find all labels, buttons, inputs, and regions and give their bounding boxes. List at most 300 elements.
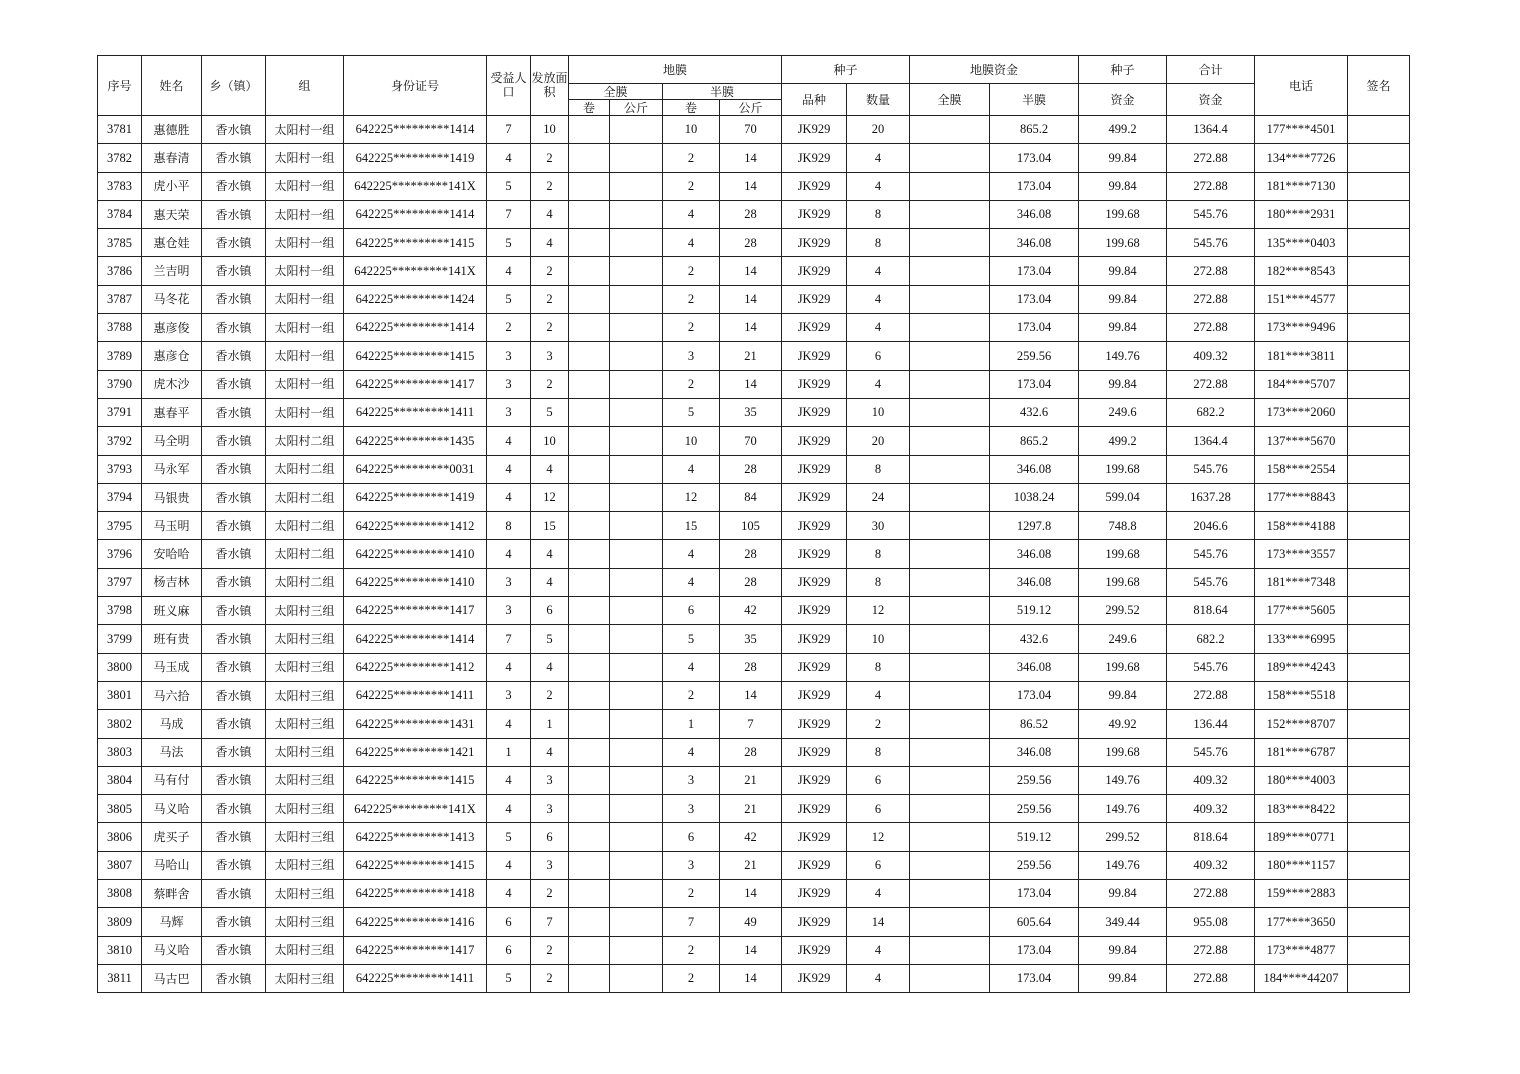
name-cell: 马六拾: [142, 681, 202, 709]
name-cell: 马有付: [142, 766, 202, 794]
town-cell: 香水镇: [202, 710, 266, 738]
fund-half-cell: 346.08: [990, 540, 1079, 568]
phone-cell: 184****44207: [1255, 964, 1348, 992]
half-roll-cell: 15: [663, 512, 720, 540]
half-roll-cell: 10: [663, 116, 720, 144]
header-total-top: 合计: [1167, 56, 1255, 84]
header-half-kg: 公斤: [720, 100, 782, 116]
signature-cell[interactable]: [1348, 653, 1410, 681]
half-roll-cell: 2: [663, 370, 720, 398]
phone-cell: 181****6787: [1255, 738, 1348, 766]
table-row: [98, 964, 1410, 992]
signature-cell[interactable]: [1348, 880, 1410, 908]
fund-full-cell: [910, 257, 990, 285]
seq-cell: 3804: [98, 766, 142, 794]
seed-fund-cell: 99.84: [1079, 257, 1167, 285]
beneficiaries-cell: 4: [487, 257, 531, 285]
signature-cell[interactable]: [1348, 568, 1410, 596]
half-kg-cell: 14: [720, 257, 782, 285]
header-seed: 种子: [782, 56, 910, 84]
phone-cell: 158****2554: [1255, 455, 1348, 483]
id-number-cell: 642225*********1418: [344, 880, 487, 908]
quantity-cell: 4: [847, 285, 910, 313]
group-cell: 太阳村三组: [266, 738, 344, 766]
group-cell: 太阳村一组: [266, 229, 344, 257]
beneficiaries-cell: 4: [487, 710, 531, 738]
seed-fund-cell: 748.8: [1079, 512, 1167, 540]
phone-cell: 177****4501: [1255, 116, 1348, 144]
seq-cell: 3796: [98, 540, 142, 568]
id-number-cell: 642225*********1419: [344, 483, 487, 511]
seed-fund-cell: 199.68: [1079, 568, 1167, 596]
table-row: [98, 710, 1410, 738]
town-cell: 香水镇: [202, 370, 266, 398]
variety-cell: JK929: [782, 512, 847, 540]
full-roll-cell: [569, 314, 610, 342]
town-cell: 香水镇: [202, 200, 266, 228]
signature-cell[interactable]: [1348, 285, 1410, 313]
group-cell: 太阳村三组: [266, 880, 344, 908]
seed-fund-cell: 99.84: [1079, 285, 1167, 313]
beneficiaries-cell: 5: [487, 229, 531, 257]
seq-cell: 3805: [98, 795, 142, 823]
fund-half-cell: 173.04: [990, 880, 1079, 908]
id-number-cell: 642225*********141X: [344, 795, 487, 823]
seq-cell: 3786: [98, 257, 142, 285]
fund-full-cell: [910, 342, 990, 370]
signature-cell[interactable]: [1348, 681, 1410, 709]
group-cell: 太阳村三组: [266, 823, 344, 851]
half-kg-cell: 42: [720, 597, 782, 625]
half-roll-cell: 2: [663, 144, 720, 172]
group-cell: 太阳村三组: [266, 710, 344, 738]
signature-cell[interactable]: [1348, 144, 1410, 172]
seq-cell: 3792: [98, 427, 142, 455]
signature-cell[interactable]: [1348, 455, 1410, 483]
id-number-cell: 642225*********1414: [344, 116, 487, 144]
name-cell: 马玉明: [142, 512, 202, 540]
full-kg-cell: [610, 766, 663, 794]
half-kg-cell: 84: [720, 483, 782, 511]
header-fund-full: 全膜: [910, 84, 990, 116]
beneficiaries-cell: 6: [487, 908, 531, 936]
area-cell: 2: [531, 257, 569, 285]
variety-cell: JK929: [782, 314, 847, 342]
group-cell: 太阳村三组: [266, 681, 344, 709]
name-cell: 杨吉林: [142, 568, 202, 596]
id-number-cell: 642225*********1424: [344, 285, 487, 313]
full-kg-cell: [610, 795, 663, 823]
signature-cell[interactable]: [1348, 738, 1410, 766]
group-cell: 太阳村一组: [266, 200, 344, 228]
phone-cell: 189****0771: [1255, 823, 1348, 851]
full-roll-cell: [569, 229, 610, 257]
half-kg-cell: 28: [720, 455, 782, 483]
variety-cell: JK929: [782, 653, 847, 681]
signature-cell[interactable]: [1348, 597, 1410, 625]
table-row: [98, 116, 1410, 144]
fund-full-cell: [910, 229, 990, 257]
beneficiaries-cell: 7: [487, 200, 531, 228]
id-number-cell: 642225*********0031: [344, 455, 487, 483]
group-cell: 太阳村一组: [266, 144, 344, 172]
half-roll-cell: 2: [663, 172, 720, 200]
town-cell: 香水镇: [202, 851, 266, 879]
signature-cell[interactable]: [1348, 229, 1410, 257]
seq-cell: 3797: [98, 568, 142, 596]
signature-cell[interactable]: [1348, 116, 1410, 144]
fund-full-cell: [910, 795, 990, 823]
table-row: [98, 370, 1410, 398]
beneficiaries-cell: 7: [487, 625, 531, 653]
header-phone: 电话: [1255, 56, 1348, 116]
full-roll-cell: [569, 483, 610, 511]
table-row: [98, 229, 1410, 257]
full-roll-cell: [569, 455, 610, 483]
group-cell: 太阳村二组: [266, 427, 344, 455]
town-cell: 香水镇: [202, 144, 266, 172]
town-cell: 香水镇: [202, 795, 266, 823]
seq-cell: 3790: [98, 370, 142, 398]
name-cell: 惠春清: [142, 144, 202, 172]
signature-cell[interactable]: [1348, 908, 1410, 936]
signature-cell[interactable]: [1348, 795, 1410, 823]
header-seed-fund-top: 种子: [1079, 56, 1167, 84]
full-roll-cell: [569, 625, 610, 653]
town-cell: 香水镇: [202, 738, 266, 766]
name-cell: 马义哈: [142, 936, 202, 964]
fund-half-cell: 173.04: [990, 936, 1079, 964]
signature-cell[interactable]: [1348, 427, 1410, 455]
fund-half-cell: 173.04: [990, 144, 1079, 172]
seq-cell: 3788: [98, 314, 142, 342]
fund-full-cell: [910, 200, 990, 228]
table-row: [98, 314, 1410, 342]
fund-half-cell: 86.52: [990, 710, 1079, 738]
seed-fund-cell: 99.84: [1079, 144, 1167, 172]
variety-cell: JK929: [782, 936, 847, 964]
id-number-cell: 642225*********141X: [344, 257, 487, 285]
table-row: [98, 200, 1410, 228]
quantity-cell: 10: [847, 625, 910, 653]
phone-cell: 181****3811: [1255, 342, 1348, 370]
half-kg-cell: 28: [720, 540, 782, 568]
signature-cell[interactable]: [1348, 851, 1410, 879]
area-cell: 3: [531, 342, 569, 370]
town-cell: 香水镇: [202, 512, 266, 540]
area-cell: 2: [531, 936, 569, 964]
full-roll-cell: [569, 738, 610, 766]
group-cell: 太阳村三组: [266, 597, 344, 625]
signature-cell[interactable]: [1348, 766, 1410, 794]
seq-cell: 3794: [98, 483, 142, 511]
total-cell: 1637.28: [1167, 483, 1255, 511]
group-cell: 太阳村二组: [266, 568, 344, 596]
town-cell: 香水镇: [202, 625, 266, 653]
half-roll-cell: 5: [663, 625, 720, 653]
quantity-cell: 8: [847, 540, 910, 568]
fund-half-cell: 173.04: [990, 314, 1079, 342]
name-cell: 马古巴: [142, 964, 202, 992]
variety-cell: JK929: [782, 880, 847, 908]
full-roll-cell: [569, 144, 610, 172]
area-cell: 4: [531, 653, 569, 681]
fund-half-cell: 259.56: [990, 766, 1079, 794]
group-cell: 太阳村二组: [266, 483, 344, 511]
full-kg-cell: [610, 851, 663, 879]
header-signature: 签名: [1348, 56, 1410, 116]
half-kg-cell: 21: [720, 766, 782, 794]
id-number-cell: 642225*********1414: [344, 200, 487, 228]
quantity-cell: 14: [847, 908, 910, 936]
full-roll-cell: [569, 370, 610, 398]
beneficiaries-cell: 3: [487, 681, 531, 709]
signature-cell[interactable]: [1348, 625, 1410, 653]
header-quantity: 数量: [847, 84, 910, 116]
table-row: [98, 285, 1410, 313]
full-roll-cell: [569, 795, 610, 823]
fund-half-cell: 346.08: [990, 653, 1079, 681]
phone-cell: 173****9496: [1255, 314, 1348, 342]
seed-fund-cell: 149.76: [1079, 342, 1167, 370]
header-area: 发放面积: [531, 56, 569, 116]
quantity-cell: 4: [847, 314, 910, 342]
half-roll-cell: 2: [663, 936, 720, 964]
town-cell: 香水镇: [202, 653, 266, 681]
quantity-cell: 8: [847, 229, 910, 257]
fund-full-cell: [910, 597, 990, 625]
town-cell: 香水镇: [202, 880, 266, 908]
phone-cell: 180****1157: [1255, 851, 1348, 879]
seed-fund-cell: 99.84: [1079, 964, 1167, 992]
beneficiaries-cell: 4: [487, 766, 531, 794]
phone-cell: 158****5518: [1255, 681, 1348, 709]
fund-half-cell: 432.6: [990, 398, 1079, 426]
area-cell: 7: [531, 908, 569, 936]
area-cell: 3: [531, 851, 569, 879]
variety-cell: JK929: [782, 200, 847, 228]
total-cell: 272.88: [1167, 964, 1255, 992]
half-roll-cell: 7: [663, 908, 720, 936]
signature-cell[interactable]: [1348, 936, 1410, 964]
area-cell: 2: [531, 370, 569, 398]
table-row: [98, 172, 1410, 200]
phone-cell: 177****3650: [1255, 908, 1348, 936]
quantity-cell: 24: [847, 483, 910, 511]
total-cell: 545.76: [1167, 568, 1255, 596]
table-row: [98, 795, 1410, 823]
full-kg-cell: [610, 738, 663, 766]
half-roll-cell: 4: [663, 653, 720, 681]
signature-cell[interactable]: [1348, 823, 1410, 851]
fund-full-cell: [910, 144, 990, 172]
fund-half-cell: 605.64: [990, 908, 1079, 936]
group-cell: 太阳村三组: [266, 795, 344, 823]
fund-half-cell: 1038.24: [990, 483, 1079, 511]
id-number-cell: 642225*********1412: [344, 653, 487, 681]
seq-cell: 3807: [98, 851, 142, 879]
full-roll-cell: [569, 257, 610, 285]
seed-fund-cell: 599.04: [1079, 483, 1167, 511]
total-cell: 955.08: [1167, 908, 1255, 936]
id-number-cell: 642225*********1411: [344, 681, 487, 709]
fund-full-cell: [910, 936, 990, 964]
table-row: [98, 653, 1410, 681]
group-cell: 太阳村二组: [266, 540, 344, 568]
quantity-cell: 4: [847, 370, 910, 398]
beneficiaries-cell: 4: [487, 851, 531, 879]
header-full-mulch: 全膜: [569, 84, 663, 100]
total-cell: 545.76: [1167, 653, 1255, 681]
fund-full-cell: [910, 512, 990, 540]
half-kg-cell: 21: [720, 795, 782, 823]
variety-cell: JK929: [782, 681, 847, 709]
area-cell: 2: [531, 880, 569, 908]
signature-cell[interactable]: [1348, 398, 1410, 426]
fund-full-cell: [910, 116, 990, 144]
phone-cell: 181****7348: [1255, 568, 1348, 596]
id-number-cell: 642225*********1415: [344, 766, 487, 794]
fund-half-cell: 173.04: [990, 370, 1079, 398]
beneficiaries-cell: 4: [487, 795, 531, 823]
seq-cell: 3809: [98, 908, 142, 936]
table-row: [98, 568, 1410, 596]
full-roll-cell: [569, 681, 610, 709]
signature-cell[interactable]: [1348, 710, 1410, 738]
id-number-cell: 642225*********1417: [344, 370, 487, 398]
signature-cell[interactable]: [1348, 342, 1410, 370]
full-roll-cell: [569, 880, 610, 908]
full-kg-cell: [610, 257, 663, 285]
half-kg-cell: 14: [720, 964, 782, 992]
id-number-cell: 642225*********1415: [344, 342, 487, 370]
area-cell: 4: [531, 568, 569, 596]
area-cell: 1: [531, 710, 569, 738]
id-number-cell: 642225*********1415: [344, 851, 487, 879]
phone-cell: 183****8422: [1255, 795, 1348, 823]
id-number-cell: 642225*********1417: [344, 597, 487, 625]
signature-cell[interactable]: [1348, 257, 1410, 285]
header-mulch-fund: 地膜资金: [910, 56, 1079, 84]
name-cell: 蔡畔舍: [142, 880, 202, 908]
phone-cell: 159****2883: [1255, 880, 1348, 908]
half-kg-cell: 35: [720, 398, 782, 426]
group-cell: 太阳村三组: [266, 936, 344, 964]
fund-half-cell: 346.08: [990, 568, 1079, 596]
seq-cell: 3793: [98, 455, 142, 483]
seed-fund-cell: 199.68: [1079, 455, 1167, 483]
id-number-cell: 642225*********1416: [344, 908, 487, 936]
signature-cell[interactable]: [1348, 964, 1410, 992]
variety-cell: JK929: [782, 427, 847, 455]
signature-cell[interactable]: [1348, 200, 1410, 228]
signature-cell[interactable]: [1348, 314, 1410, 342]
fund-half-cell: 259.56: [990, 795, 1079, 823]
fund-half-cell: 865.2: [990, 116, 1079, 144]
id-number-cell: 642225*********1414: [344, 625, 487, 653]
total-cell: 409.32: [1167, 851, 1255, 879]
phone-cell: 173****2060: [1255, 398, 1348, 426]
town-cell: 香水镇: [202, 483, 266, 511]
variety-cell: JK929: [782, 766, 847, 794]
area-cell: 12: [531, 483, 569, 511]
table-row: [98, 597, 1410, 625]
town-cell: 香水镇: [202, 908, 266, 936]
signature-cell[interactable]: [1348, 172, 1410, 200]
total-cell: 136.44: [1167, 710, 1255, 738]
signature-cell[interactable]: [1348, 483, 1410, 511]
signature-cell[interactable]: [1348, 370, 1410, 398]
seq-cell: 3784: [98, 200, 142, 228]
phone-cell: 184****5707: [1255, 370, 1348, 398]
fund-half-cell: 173.04: [990, 964, 1079, 992]
seed-fund-cell: 99.84: [1079, 172, 1167, 200]
phone-cell: 158****4188: [1255, 512, 1348, 540]
full-roll-cell: [569, 200, 610, 228]
half-kg-cell: 21: [720, 342, 782, 370]
half-kg-cell: 14: [720, 370, 782, 398]
beneficiaries-cell: 4: [487, 427, 531, 455]
quantity-cell: 4: [847, 144, 910, 172]
town-cell: 香水镇: [202, 229, 266, 257]
name-cell: 惠天荣: [142, 200, 202, 228]
quantity-cell: 8: [847, 455, 910, 483]
table-row: [98, 144, 1410, 172]
quantity-cell: 4: [847, 880, 910, 908]
group-cell: 太阳村一组: [266, 116, 344, 144]
table-row: [98, 342, 1410, 370]
half-roll-cell: 6: [663, 823, 720, 851]
fund-full-cell: [910, 851, 990, 879]
phone-cell: 189****4243: [1255, 653, 1348, 681]
full-kg-cell: [610, 172, 663, 200]
signature-cell[interactable]: [1348, 540, 1410, 568]
id-number-cell: 642225*********1421: [344, 738, 487, 766]
full-roll-cell: [569, 172, 610, 200]
name-cell: 马法: [142, 738, 202, 766]
signature-cell[interactable]: [1348, 512, 1410, 540]
half-kg-cell: 28: [720, 568, 782, 596]
full-kg-cell: [610, 370, 663, 398]
name-cell: 兰吉明: [142, 257, 202, 285]
quantity-cell: 8: [847, 568, 910, 596]
total-cell: 272.88: [1167, 144, 1255, 172]
variety-cell: JK929: [782, 144, 847, 172]
seq-cell: 3785: [98, 229, 142, 257]
name-cell: 虎木沙: [142, 370, 202, 398]
beneficiaries-cell: 4: [487, 144, 531, 172]
full-kg-cell: [610, 314, 663, 342]
total-cell: 272.88: [1167, 936, 1255, 964]
name-cell: 惠仓娃: [142, 229, 202, 257]
town-cell: 香水镇: [202, 455, 266, 483]
fund-full-cell: [910, 285, 990, 313]
full-roll-cell: [569, 342, 610, 370]
variety-cell: JK929: [782, 625, 847, 653]
full-roll-cell: [569, 964, 610, 992]
fund-full-cell: [910, 625, 990, 653]
town-cell: 香水镇: [202, 568, 266, 596]
area-cell: 15: [531, 512, 569, 540]
id-number-cell: 642225*********1414: [344, 314, 487, 342]
beneficiaries-cell: 7: [487, 116, 531, 144]
header-half-roll: 卷: [663, 100, 720, 116]
full-kg-cell: [610, 229, 663, 257]
id-number-cell: 642225*********1431: [344, 710, 487, 738]
half-kg-cell: 28: [720, 738, 782, 766]
seq-cell: 3789: [98, 342, 142, 370]
seed-fund-cell: 49.92: [1079, 710, 1167, 738]
